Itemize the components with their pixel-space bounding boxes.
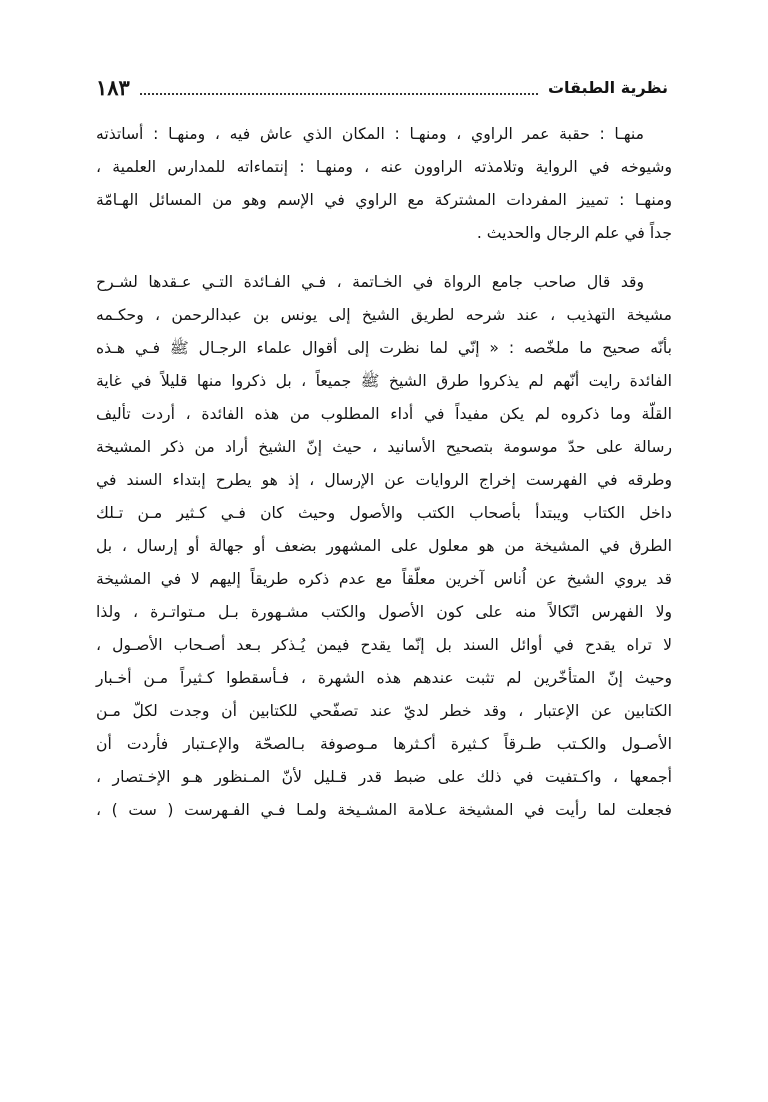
text-line: أجمعها ، واكـتفيت في ذلك على ضبط قدر قـليل لأنّ المـنظور هـو الإخـتصار ، (96, 768, 672, 786)
text-line: وطرقه في الفهرست إخراج الروايات عن الإرسال ، إذ هو يطرح إبتداء السند في (96, 471, 672, 489)
text-line: القلّة وما ذكروه لم يكن مفيداً في أداء المطلوب من هذه الفائدة ، أردت تأليف (96, 405, 672, 423)
paragraph-1 (96, 118, 672, 250)
chapter-title: نظرية الطبقات (547, 77, 668, 97)
text-line: الطرق في المشيخة من هو معلول على المشهور بضعف أو جهالة أو إرسال ، بل (96, 537, 672, 555)
text-line: داخل الكتاب ويبتدأ بأصحاب الكتب والأصول وحيث كان فـي كـثير مـن تـلك (96, 504, 672, 522)
text-line: بأنّه صحيح ما ملخّصه : « إنّي لما نظرت إلى أقوال علماء الرجـال ﷺ فـي هـذه (96, 339, 672, 357)
text-line: وحيث إنّ المتأخّرين لم تثبت عندهم هذه الشهرة ، فـأسقطوا كـثيراً مـن أخـبار (96, 669, 672, 687)
text-line: لا تراه يقدح في أوائل السند بل إنّما يقدح فيمن يُـذكر بـعد أصـحاب الأصـول ، (96, 636, 672, 654)
leader-dots (140, 92, 538, 95)
text-line: مشيخة التهذيب ، عند شرحه لطريق الشيخ إلى يونس بن عبدالرحمن ، وحكـمه (96, 306, 672, 324)
text-line: فجعلت لما رأيت في المشيخة عـلامة المشـيخة ولمـا فـي الفـهرست ( ست ) ، (96, 801, 672, 819)
running-header (96, 72, 668, 102)
text-line: ولا الفهرس اتّكالاً منه على كون الأصول والكتب مشـهورة بـل مـتواتـرة ، ولذا (96, 603, 672, 621)
paragraph-2 (96, 266, 672, 827)
text-line: رسالة على حدّ موسومة بتصحيح الأسانيد ، حيث إنّ الشيخ أراد من ذكر المشيخة (96, 438, 672, 456)
text-line: الأصـول والكـتب طـرقاً كـثيرة أكـثرها مـوصوفة بـالصحّة والإعـتبار فأردت أن (96, 735, 672, 753)
text-line: وشيوخه في الرواية وتلامذته الراوون عنه ، ومنهـا : إنتماءاته للمدارس العلمية ، (96, 158, 672, 176)
text-line: جداً في علم الرجال والحديث . (476, 224, 672, 242)
text-line: قد يروي الشيخ عن اُناس آخرين معلّقاً مع عدم ذكره طريقاً إليهم لا في المشيخة (96, 570, 672, 588)
page-number: ١٨٣ (96, 74, 130, 100)
text-line: منهـا : حقبة عمر الراوي ، ومنهـا : المكان الذي عاش فيه ، ومنهـا : أساتذته (96, 125, 644, 143)
body-text (96, 118, 672, 827)
text-line: الكتابين عن الإعتبار ، وقد خطر لديّ عند تصفّحي للكتابين أن وجدت لكلّ مـن (96, 702, 672, 720)
text-line: الفائدة رايت أنّهم لم يذكروا طرق الشيخ ﷺ جميعاً ، بل ذكروا منها قليلاً في غاية (96, 372, 672, 390)
text-line: ومنهـا : تمييز المفردات المشتركة مع الراوي في الإسم وهو من المسائل الهـامّة (96, 191, 672, 209)
text-line: وقد قال صاحب جامع الرواة في الخـاتمة ، فـي الفـائدة التـي عـقدها لشـرح (96, 273, 644, 291)
